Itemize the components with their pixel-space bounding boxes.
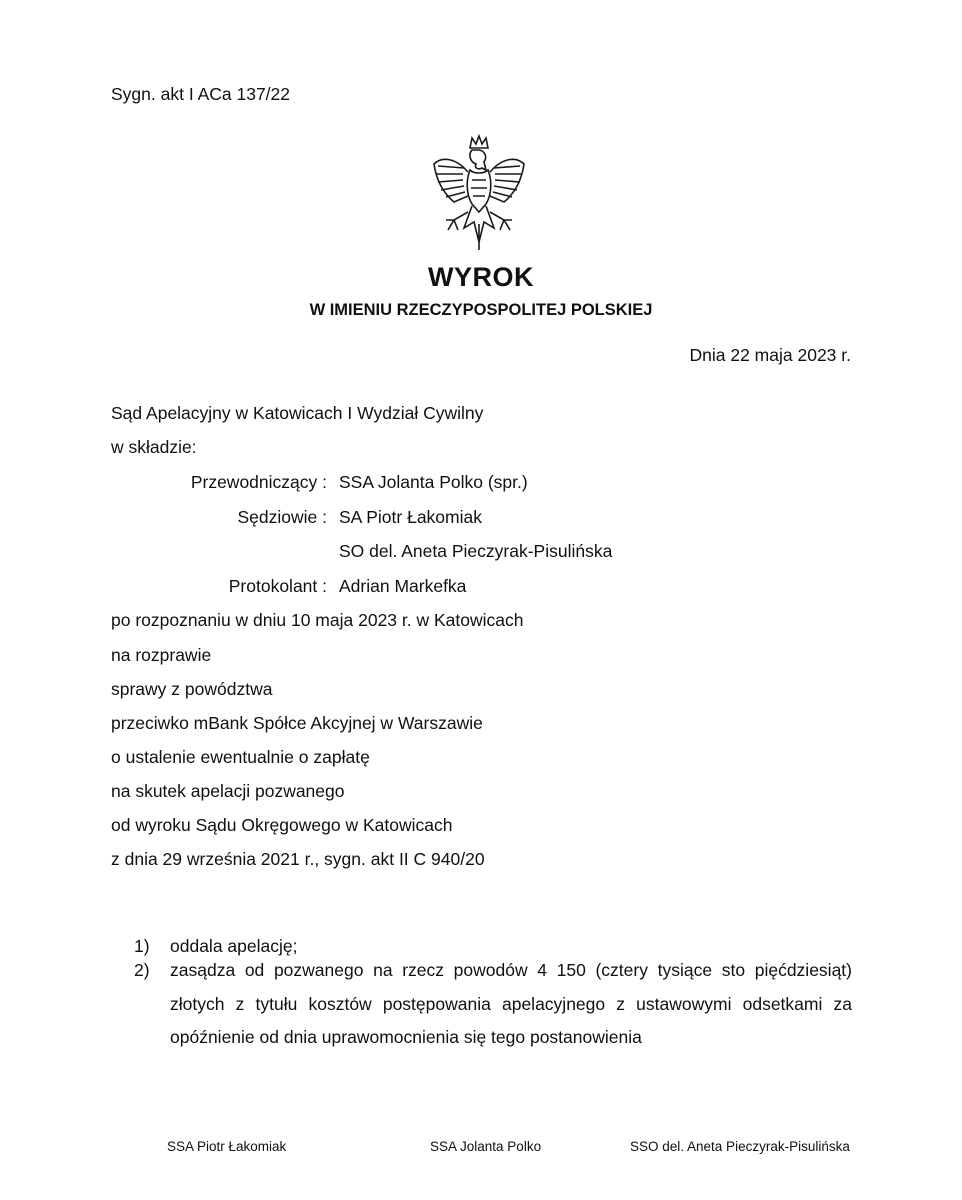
proceedings-line: przeciwko mBank Spółce Akcyjnej w Warszawie [111,713,483,733]
proceedings-line: od wyroku Sądu Okręgowego w Katowicach [111,815,453,835]
signature-presiding: SSA Jolanta Polko [430,1139,542,1154]
proceedings-line: z dnia 29 września 2021 r., sygn. akt II C 940/20 [111,849,485,869]
role-clerk: Protokolant : [228,576,327,596]
signature-judge-1: SSA Piotr Łakomiak [167,1139,287,1154]
role-judges: Sędziowie : [237,507,327,527]
judgment-date: Dnia 22 maja 2023 r. [689,345,851,365]
name-presiding: SSA Jolanta Polko (spr.) [339,472,528,492]
case-number: Sygn. akt I ACa 137/22 [111,84,291,104]
name-clerk: Adrian Markefka [339,576,467,596]
proceedings-line: na skutek apelacji pozwanego [111,781,345,801]
ruling-number: 1) [134,936,150,956]
proceedings-line: po rozpoznaniu w dniu 10 maja 2023 r. w Katowicach [111,610,524,630]
proceedings-line: na rozprawie [111,645,212,665]
proceedings-line: o ustalenie ewentualnie o zapłatę [111,747,370,767]
ruling-text: oddala apelację; [170,936,298,956]
document-subtitle: W IMIENIU RZECZYPOSPOLITEJ POLSKIEJ [309,301,653,319]
polish-eagle-emblem-icon [428,134,530,252]
role-presiding: Przewodniczący : [190,472,327,492]
name-judge-2: SO del. Aneta Pieczyrak-Pisulińska [339,541,613,561]
document-title: WYROK [428,262,534,292]
signature-judge-2: SSO del. Aneta Pieczyrak-Pisulińska [630,1139,850,1154]
ruling-text: zasądza od pozwanego na rzecz powodów 4 150 (cztery tysiące sto pięćdziesiąt) złotych z tytułu kosztów postępowania apelacyjnego z ustawowymi odsetkami za opóźnienie od dnia uprawomocnienia się tego postanowienia [170,960,852,1047]
composition-label: w składzie: [111,437,197,457]
ruling-number: 2) [134,960,150,980]
name-judge-1: SA Piotr Łakomiak [339,507,482,527]
court-name: Sąd Apelacyjny w Katowicach I Wydział Cywilny [111,403,484,423]
proceedings-line: sprawy z powództwa [111,679,273,699]
